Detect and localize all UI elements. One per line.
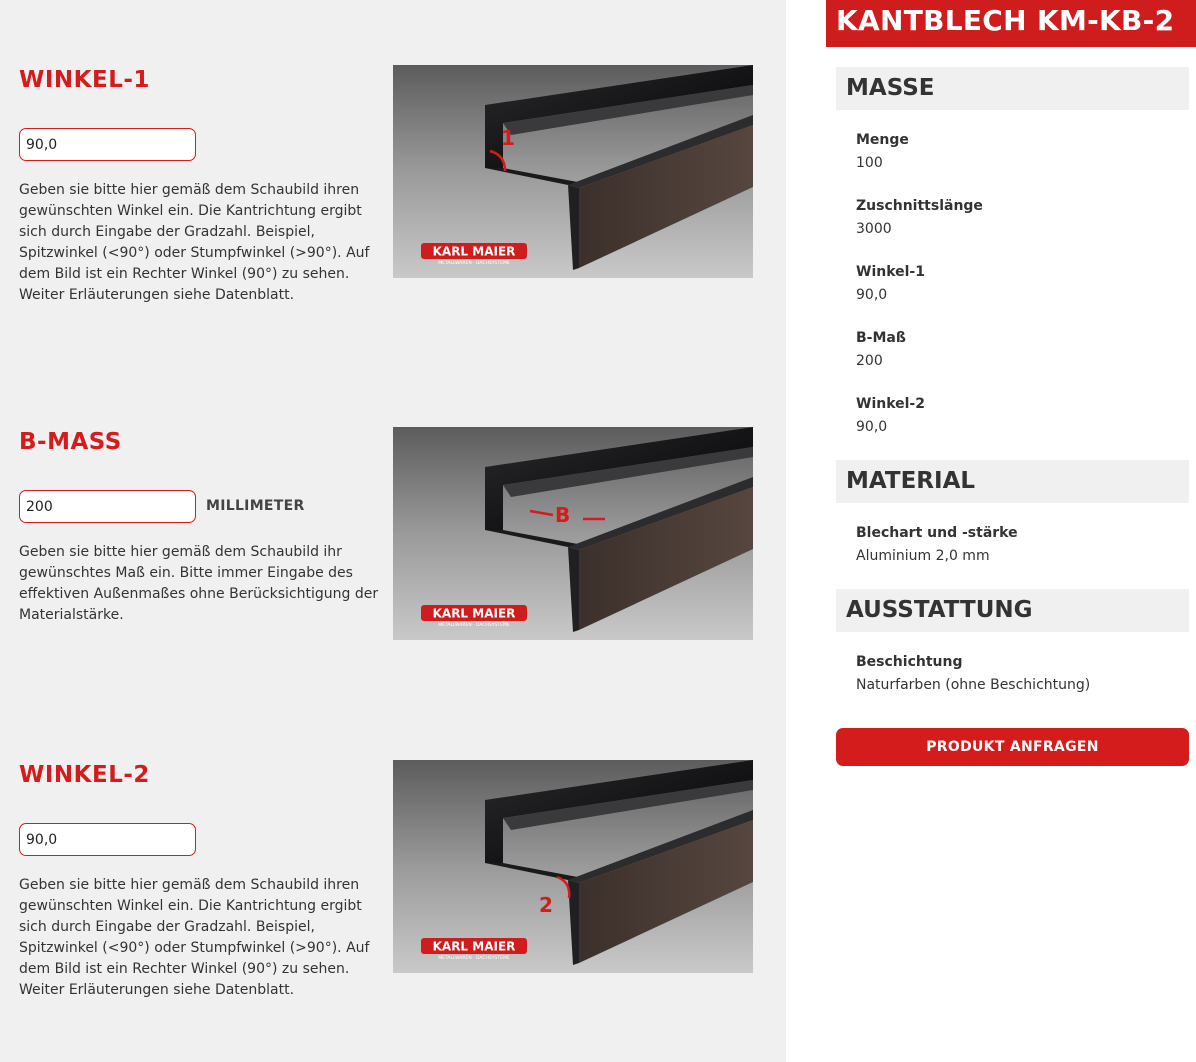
summary-label: Menge	[856, 132, 909, 148]
group-heading-masse: MASSE	[836, 67, 1189, 110]
section-description: Geben sie bitte hier gemäß dem Schaubild ihr gewünschtes Maß ein. Bitte immer Eingabe des effektiven Außenmaßes ohne Berücksichtigung der Materialstärke.	[19, 544, 379, 623]
summary-value: Aluminium 2,0 mm	[856, 548, 990, 564]
unit-label: MILLIMETER	[206, 498, 305, 514]
logo-name: KARL MAIER	[432, 939, 516, 954]
section-title: B-MASS	[19, 429, 122, 455]
summary-value: 90,0	[856, 419, 888, 435]
winkel-1-input[interactable]	[19, 128, 196, 161]
section-title: WINKEL-1	[19, 67, 150, 93]
summary-label: Blechart und -stärke	[856, 525, 1018, 541]
image-marker: 2	[539, 893, 553, 917]
section-title: WINKEL-2	[19, 762, 150, 788]
summary-value: 3000	[856, 221, 892, 237]
section-description: Geben sie bitte hier gemäß dem Schaubild ihren gewünschten Winkel ein. Die Kantrichtung ergibt sich durch Eingabe der Gradzahl. Beispiel, Spitzwinkel (<90°) oder Stumpfwinkel (>90°). Auf dem Bild ist ein Rechter Winkel (90°) zu sehen. Weiter Erläuterungen siehe Datenblatt.	[19, 182, 370, 303]
logo-name: KARL MAIER	[432, 244, 516, 259]
summary-value: 100	[856, 155, 883, 171]
profile-image-winkel-1	[393, 65, 753, 278]
product-title: KANTBLECH KM-KB-2	[826, 0, 1196, 47]
summary-value: 200	[856, 353, 883, 369]
group-heading-ausstattung: AUSSTATTUNG	[836, 589, 1189, 632]
b-mass-input[interactable]	[19, 490, 196, 523]
group-heading-material: MATERIAL	[836, 460, 1189, 503]
summary-panel	[786, 0, 1196, 1062]
summary-value: 90,0	[856, 287, 888, 303]
summary-value: Naturfarben (ohne Beschichtung)	[856, 677, 1091, 693]
logo-subtitle: METALLWAREN · DACHSYSTEME	[438, 261, 510, 266]
summary-label: Winkel-2	[856, 396, 925, 412]
summary-label: B-Maß	[856, 330, 906, 346]
summary-label: Winkel-1	[856, 264, 925, 280]
image-marker: 1	[501, 126, 515, 150]
profile-image-b-mass	[393, 427, 753, 640]
summary-label: Zuschnittslänge	[856, 198, 983, 214]
logo-name: KARL MAIER	[432, 606, 516, 621]
logo-subtitle: METALLWAREN · DACHSYSTEME	[438, 956, 510, 961]
winkel-2-input[interactable]	[19, 823, 196, 856]
request-product-button[interactable]: PRODUKT ANFRAGEN	[836, 728, 1189, 766]
summary-label: Beschichtung	[856, 654, 963, 670]
section-description: Geben sie bitte hier gemäß dem Schaubild ihren gewünschten Winkel ein. Die Kantrichtung ergibt sich durch Eingabe der Gradzahl. Beispiel, Spitzwinkel (<90°) oder Stumpfwinkel (>90°). Auf dem Bild ist ein Rechter Winkel (90°) zu sehen. Weiter Erläuterungen siehe Datenblatt.	[19, 877, 370, 998]
profile-image-winkel-2	[393, 760, 753, 973]
image-marker: B	[555, 503, 571, 527]
logo-subtitle: METALLWAREN · DACHSYSTEME	[438, 623, 510, 628]
